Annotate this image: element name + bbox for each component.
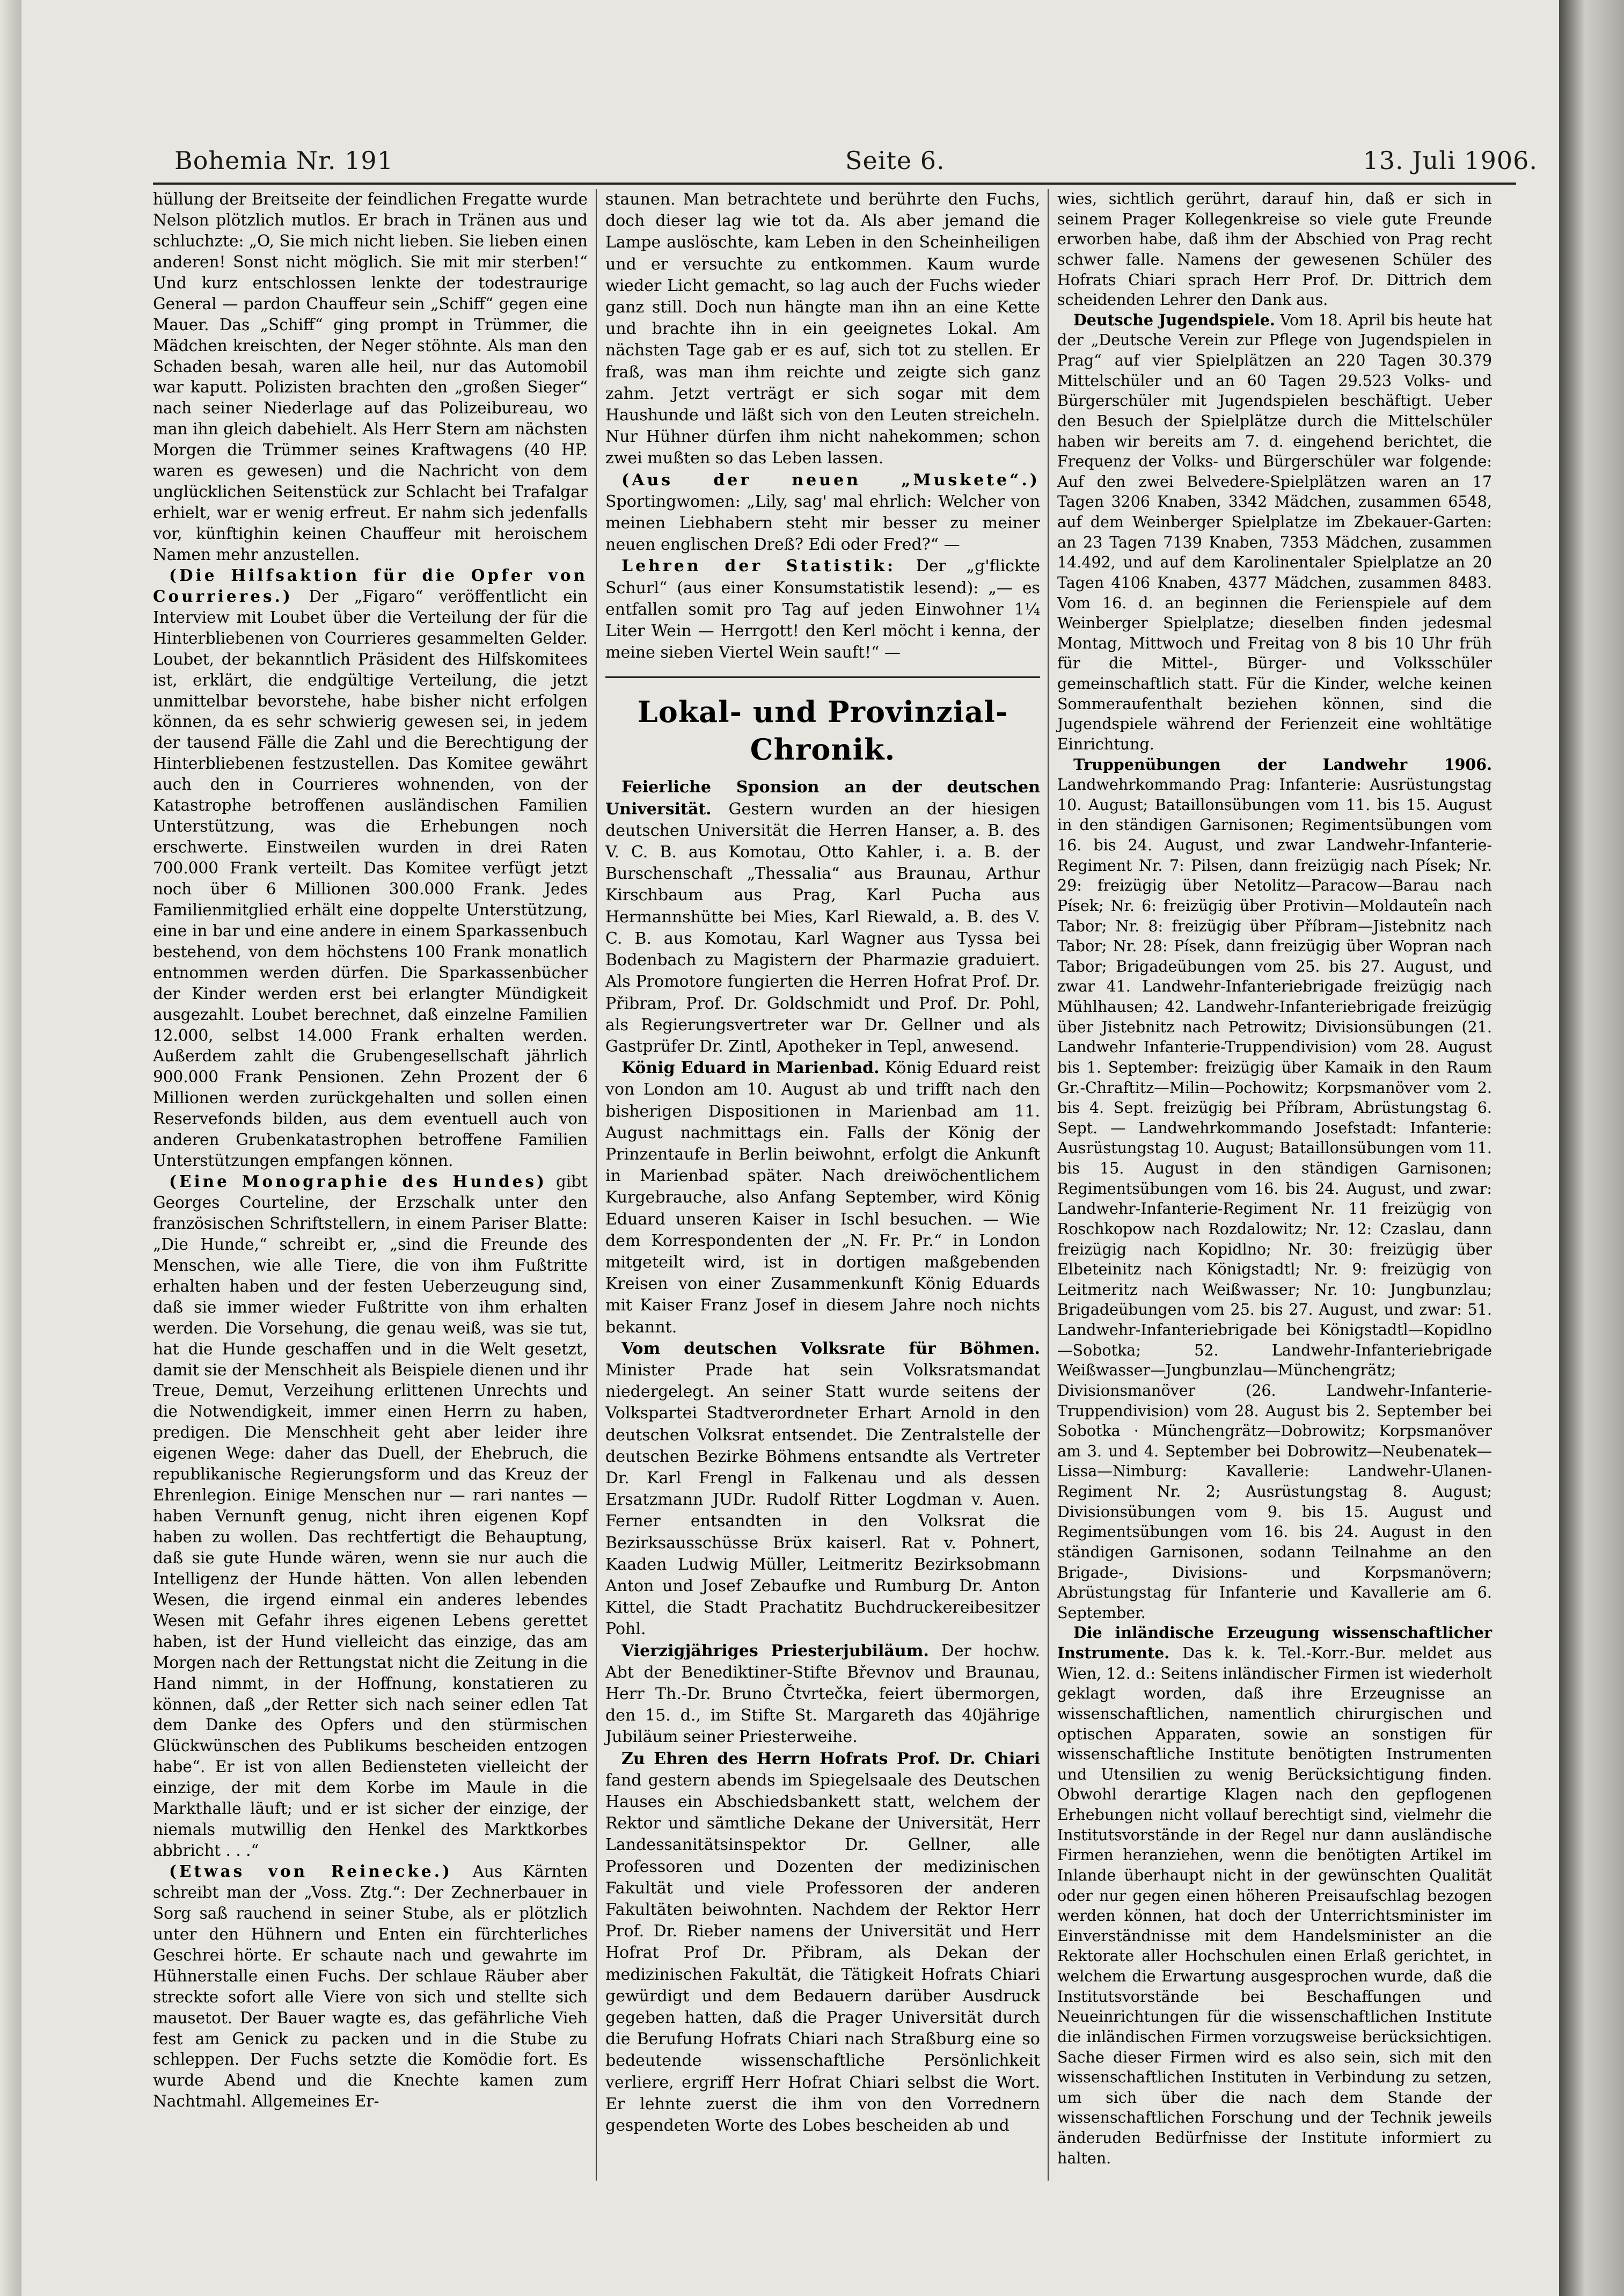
article-volksrat [605, 1338, 1040, 1641]
article-koenig-eduard [605, 1058, 1040, 1338]
article-muskete-body: Sportingwomen: „Lily, sag' mal ehrlich: Welcher von meinen Liebhabern steht mir besser zu meiner neuen englischen Dreß? Edi oder Fred?“ — [605, 492, 1040, 555]
article-truppenuebungen [1057, 755, 1492, 1623]
section-rule [605, 676, 1040, 678]
article-jugendspiele-heading: Deutsche Jugendspiele. [1073, 310, 1275, 329]
article-hunde-heading: (Eine Monographie des Hundes) [169, 1172, 547, 1191]
column-1 [153, 189, 588, 2112]
article-truppenuebungen-heading: Truppenübungen der Landwehr 1906. [1073, 755, 1492, 774]
header-page-number: Seite 6. [845, 146, 945, 175]
article-chiari [605, 1748, 1040, 2137]
article-koenig-eduard-body: König Eduard reist von London am 10. August ab und trifft nach den bisherigen Dispositionen in Marienbad am 11. August nachmittags ein. Falls der König der Prinzentaufe in Berlin beiwohnt, erfolgt die Ankunft in Marienbad später. Nach dreiwöchentlichem Kurgebrauche, also Anfang September, wird König Eduard unseren Kaiser in Ischl besuchen. — Wie dem Korrespondenten der „N. Fr. Pr.“ in London mitgeteilt wird, ist in dortigen maßgebenden Kreisen von einer Zusammenkunft König Eduards mit Kaiser Franz Josef in diesem Jahre noch nichts bekannt. [605, 1059, 1040, 1337]
article-chiari-body: fand gestern abends im Spiegelsaale des Deutschen Hauses ein Abschiedsbankett statt, welchem der Rektor und sämtliche Dekane der Universität, Herr Landessanitätsinspektor Dr. Gellner, alle Professoren und Dozenten der medizinischen Fakultät und viele Professoren der anderen Fakultäten beiwohnten. Nachdem der Rektor Herr Prof. Dr. Rieber namens der Universität und Herr Hofrat Prof Dr. Přibram, als Dekan der medizinischen Fakultät, die Tätigkeit Hofrats Chiari gewürdigt und dem Bedauern darüber Ausdruck gegeben hatten, daß die Prager Universität durch die Berufung Hofrats Chiari nach Straßburg eine so bedeutende wissenschaftliche Persönlichkeit verliere, ergriff Herr Hofrat Chiari selbst die Wort. Er lehnte zuerst die ihm von den Vorrednern gespendeten Worte des Lobes bescheiden ab und [605, 1770, 1040, 2135]
article-courrieres-body: Der „Figaro“ veröffentlicht ein Interview mit Loubet über die Verteilung der für die Hinterbliebenen von Courrieres gesammelten Gelder. Loubet, der bekanntlich Präsident des Hilfskomitees ist, erklärt, die endgültige Verteilung, die jetzt unmittelbar bevorstehe, habe bisher nicht erfolgen können, da es sehr schwierig gewesen sei, in jedem der tausend Fälle die Zahl und die Berechtigung der Hinterbliebenen festzustellen. Das Komitee gewährt auch den in Courrieres wohnenden, von der Katastrophe betroffenen ausländischen Familien Unterstützung, was die Erhebungen noch erschwerte. Einstweilen wurden in drei Raten 700.000 Frank verteilt. Das Komitee verfügt jetzt noch über 6 Millionen 300.000 Frank. Jedes Familienmitglied erhält eine doppelte Unterstützung, eine in bar und eine andere in einem Sparkassenbuch bestehend, von dem höchstens 100 Frank monatlich entnommen werden dürfen. Die Sparkassenbücher der Kinder werden erst bei erlangter Mündigkeit ausgezahlt. Loubet berechnet, daß einzelne Familien 12.000, selbst 14.000 Frank erhalten werden. Außerdem zahlt die Grubengesellschaft jährlich 900.000 Frank Pensionen. Zehn Prozent der 6 Millionen werden zurückgehalten und sollen einen Reservefonds bilden, aus dem eventuell auch von anderen Grubenkatastrophen betroffene Familien Unterstützungen empfangen können. [153, 587, 588, 1170]
article-sponsion [605, 777, 1040, 1058]
column-2 [605, 189, 1040, 2137]
article-courrieres [153, 565, 588, 1171]
article-koenig-eduard-heading: König Eduard in Marienbad. [621, 1059, 880, 1078]
scan-edge-right [1559, 0, 1624, 2296]
article-hunde-body: gibt Georges Courteline, der Erzschalk unter den französischen Schriftstellern, in einem Pariser Blatte: „Die Hunde,“ schreibt er, „sind die Freunde des Menschen, wie alle Tiere, die von ihm Fußtritte erhalten haben und der festen Ueberzeugung sind, daß sie immer wieder Fußtritte von ihm erhalten werden. Die Vorsehung, die genau weiß, was sie tut, hat die Hunde geschaffen und in die Welt gesetzt, damit sie der Menschheit als Beispiele dienen und ihr Treue, Demut, Verzeihung erlittenen Unrechts und die Notwendigkeit, immer einen Herrn zu haben, predigen. Die Menschheit geht aber leider ihre eigenen Wege: daher das Duell, der Ehebruch, die republikanische Regierungsform und das Kreuz der Ehrenlegion. Einige Menschen nur — rari nantes — haben Vernunft genug, nicht ihren eigenen Kopf haben zu wollen. Das rechtfertigt die Behauptung, daß sie gute Hunde wären, wenn sie nur auch die Intelligenz der Hunde hätten. Von allen lebenden Wesen, die irgend einmal ein anderes lebendes Wesen mit Gefahr ihres eigenen Lebens gerettet haben, ist der Hund vielleicht das einzige, das am Morgen nach der Rettungstat nicht die Zeitung in die Hand nimmt, in der Hoffnung, konstatieren zu können, daß „der Retter sich nach seiner edlen Tat dem Danke des Opfers und den stürmischen Glückwünschen des Publikums bescheiden entzogen habe“. Er ist von allen Bediensteten vielleicht der einzige, der mit dem Korbe im Maule in die Markthalle läuft; und er ist sicher der einzige, der niemals mutwillig den Henkel des Marktkorbes abbricht . . .“ [153, 1172, 588, 1860]
article-priesterjubilaeum [605, 1641, 1040, 1748]
column-divider-2 [1048, 189, 1049, 2181]
article-instrumente [1057, 1623, 1492, 2168]
article-courrieres-heading: (Die Hilfsaktion für die Opfer von Courrieres.) [153, 565, 588, 606]
article-statistik [605, 556, 1040, 664]
header-rule [153, 183, 1516, 185]
article-priesterjubilaeum-body: Der hochw. Abt der Benediktiner-Stifte Břevnov und Braunau, Herr Th.-Dr. Bruno Čtvrtečka, feiert übermorgen, den 15. d., im Stifte St. Margareth das 40jährige Jubiläum seiner Priesterweihe. [605, 1641, 1040, 1747]
header-masthead: Bohemia Nr. 191 [174, 146, 393, 175]
article-hunde [153, 1171, 588, 1861]
header-date: 13. Juli 1906. [1363, 146, 1538, 175]
column-3 [1057, 189, 1492, 2168]
article-instrumente-heading: Die inländische Erzeugung wissenschaftlicher Instrumente. [1057, 1623, 1492, 1662]
article-reinecke [153, 1861, 588, 2112]
article-statistik-heading: Lehren der Statistik: [621, 557, 896, 576]
article-sponsion-body: Gestern wurden an der hiesigen deutschen Universität die Herren Hanser, a. B. des V. C. B. aus Komotau, Otto Kahler, i. a. B. der Burschenschaft „Thessalia“ aus Braunau, Arthur Kirschbaum aus Prag, Karl Pucha aus Hermannshütte bei Mies, Karl Riewald, a. B. des V. C. B. aus Komotau, Karl Wagner aus Tyssa bei Bodenbach zu Magistern der Pharmazie graduiert. Als Promotore fungierten die Herren Hofrat Prof. Dr. Přibram, Prof. Dr. Goldschmidt und Prof. Dr. Pohl, als Regierungsvertreter war Dr. Gellner und als Gastprüfer Dr. Zintl, Apotheker in Tepl, anwesend. [605, 799, 1040, 1056]
article-reinecke-heading: (Etwas von Reinecke.) [169, 1862, 452, 1880]
article-muskete [605, 470, 1040, 556]
article-truppenuebungen-body: Landwehrkommando Prag: Infanterie: Ausrüstungstag 10. August; Bataillonsübungen vom 11. bis 15. August in den ständigen Garnisonen; Regimentsübungen vom 16. bis 24. August, und zwar Landwehr-Infanterie-Regiment Nr. 7: Pilsen, dann freizügig nach Písek; Nr. 29: freizügig über Netolitz—Paracow—Barau nach Písek; Nr. 6: freizügig über Protivin—Moldauteîn nach Tabor; Nr. 8: freizügig über Příbram—Jistebnitz nach Tabor; Nr. 28: Písek, dann freizügig über Wopran nach Tabor; Brigadeübungen vom 25. bis 27. August, und zwar 41. Landwehr-Infanteriebrigade freizügig nach Mühlhausen; 42. Landwehr-Infanteriebrigade freizügig über Jistebnitz nach Petrowitz; Divisionsübungen (21. Landwehr Infanterie-Truppendivision) vom 28. August bis 1. September: freizügig über Kamaik in den Raum Gr.-Chraftitz—Milin—Pochowitz; Korpsmanöver vom 2. bis 4. Sept. freizügig bei Příbram, Abrüstungstag 6. Sept. — Landwehrkommando Josefstadt: Infanterie: Ausrüstungstag 10. August; Bataillonsübungen vom 11. bis 15. August in den ständigen Garnisonen; Regimentsübungen vom 16. bis 24. August, und zwar: Landwehr-Infanterie-Regiment Nr. 11 freizügig von Roschkopow nach Rozdalowitz; Nr. 12: Czaslau, dann freizügig nach Kopidlno; Nr. 30: freizügig über Elbeteinitz nach Königstadtl; Nr. 9: freizügig von Leitmeritz nach Weißwasser; Nr. 10: Jungbunzlau; Brigadeübungen vom 25. bis 27. August, und zwar: 51. Landwehr-Infanteriebrigade bei Königstadtl—Kopidlno—Sobotka; 52. Landwehr-Infanteriebrigade Weißwasser—Jungbunzlau—Münchengrätz; Divisionsmanöver (26. Landwehr-Infanterie-Truppendivision) vom 28. August bis 2. September bei Sobotka · Münchengrätz—Dobrowitz; Korpsmanöver am 3. und 4. September bei Dobrowitz—Neubenatek—Lissa—Nimburg: Kavallerie: Landwehr-Ulanen-Regiment Nr. 2; Ausrüstungstag 8. August; Divisionsübungen vom 9. bis 15. August und Regimentsübungen vom 16. bis 24. August in den ständigen Garnisonen, sodann Teilnahme an den Brigade-, Divisions- und Korpsmanövern; Abrüstungstag für Infanterie und Kavallerie am 6. September. [1057, 776, 1492, 1622]
article-muskete-heading: (Aus der neuen „Muskete“.) [621, 470, 1040, 490]
article-reinecke-body: Aus Kärnten schreibt man der „Voss. Ztg.“: Der Zechnerbauer in Sorg saß rauchend in seiner Stube, als er plötzlich unter den Hühnern und Enten ein fürchterliches Geschrei hörte. Er schaute nach und gewahrte im Hühnerstalle einen Fuchs. Der schlaue Räuber aber streckte sofort alle Viere von sich und stellte sich mausetot. Der Bauer wagte es, das gefährliche Vieh fest am Genick zu packen und in die Stube zu schleppen. Der Fuchs setzte die Komödie fort. Es wurde Abend und die Knechte kamen zum Nachtmahl. Allgemeines Er- [153, 1862, 588, 2111]
page-header [174, 146, 1538, 184]
article-chiari-heading: Zu Ehren des Herrn Hofrats Prof. Dr. Chiari [621, 1749, 1040, 1768]
section-title-chronik: Lokal- und Provinzial-Chronik. [637, 695, 1008, 767]
article-sponsion-heading: Feierliche Sponsion an der deutschen Universität. [605, 778, 1040, 819]
article-instrumente-body: Das k. k. Tel.-Korr.-Bur. meldet aus Wien, 12. d.: Seitens inländischer Firmen ist wiederholt geklagt worden, daß ihre Erzeugnisse an wissenschaftlichen, namentlich chirurgischen und optischen Apparaten, sowie an sonstigen für wissenschaftliche Institute benötigten Instrumenten und Utensilien zu wenig Berücksichtigung finden. Obwohl derartige Klagen nach den gepflogenen Erhebungen nicht vollauf berechtigt sind, vielmehr die Institutsvorstände in der Regel nur dann ausländische Firmen heranziehen, wenn die benötigten Artikel im Inlande überhaupt nicht in der gewünschten Qualität oder nur gegen einen höheren Preisaufschlag bezogen werden können, hat doch der Unterrichtsminister im Einverständnisse mit dem Handelsminister an die Rektorate aller Hochschulen einen Erlaß gerichtet, in welchem die Erwartung ausgesprochen wurde, daß die Institutsvorstände bei Beschaffungen und Neueinrichtungen für die wissenschaftlichen Institute die inländischen Firmen vorzugsweise berücksichtigen. Sache dieser Firmen wird es also sein, sich mit den wissenschaftlichen Instituten in Verbindung zu setzen, um sich über die nach dem Stande der wissenschaftlichen Forschung und der Technik jeweils änderuden Bedürfnisse der Institute informiert zu halten. [1057, 1644, 1492, 2167]
article-reinecke-continued: staunen. Man betrachtete und berührte den Fuchs, doch dieser lag wie tot da. Als aber jemand die Lampe auslöschte, kam Leben in den Scheinheiligen und er versuchte zu entkommen. Kaum wurde wieder Licht gemacht, so lag auch der Fuchs wieder ganz still. Doch nun hängte man ihn an eine Kette und brachte ihn in ein geeignetes Lokal. Am nächsten Tage gab er es auf, sich tot zu stellen. Er fraß, was man ihm reichte und zeigte sich ganz zahm. Jetzt verträgt er sich sogar mit dem Haushunde und läßt sich von den Leuten streicheln. Nur Hühner dürfen ihm nicht nahekommen; schon zwei mußten so das Leben lassen. [605, 190, 1040, 468]
article-chiari-continued: wies, sichtlich gerührt, darauf hin, daß er sich in seinem Prager Kollegenkreise so viele gute Freunde erworben habe, daß ihm der Abschied von Prag recht schwer falle. Namens der gewesenen Schüler des Hofrats Chiari sprach Herr Prof. Dr. Dittrich dem scheidenden Lehrer den Dank aus. [1057, 190, 1492, 309]
article-statistik-body: Der „g'flickte Schurl“ (aus einer Konsumstatistik lesend): „— es entfallen somit pro Tag auf jeden Einwohner 1¼ Liter Wein — Herrgott! den Kerl möcht i kenna, der meine sieben Viertel Wein sauft!“ — [605, 557, 1040, 662]
article-jugendspiele-body: Vom 18. April bis heute hat der „Deutsche Verein zur Pflege von Jugendspielen in Prag“ auf vier Spielplätzen an 220 Tagen 30.379 Mittelschüler und an 60 Tagen 29.523 Volks- und Bürgerschüler mit Jugendspielen beschäftigt. Ueber den Besuch der Spielplätze durch die Mittelschüler haben wir bereits am 7. d. eingehend berichtet, die Frequenz der Volks- und Bürgerschüler war folgende: Auf den zwei Belvedere-Spielplätzen waren an 17 Tagen 3206 Knaben, 3342 Mädchen, zusammen 6548, auf dem Weinberger Spielplatze im Zbekauer-Garten: an 23 Tagen 7139 Knaben, 7353 Mädchen, zusammen 14.492, und auf dem Karolinentaler Spielplatze an 20 Tagen 4106 Knaben, 4377 Mädchen, zusammen 8483. Vom 16. d. an beginnen die Ferienspiele auf dem Weinberger Spielplatze; dieselben finden jedesmal Montag, Mittwoch und Freitag von 8 bis 10 Uhr früh für die Mittel-, Bürger- und Volksschüler gemeinschaftlich statt. Für die Kinder, welche keinen Sommeraufenthalt beziehen können, sind die Jugendspiele während der Ferienzeit eine wohltätige Einrichtung. [1057, 311, 1493, 753]
column-divider-1 [596, 189, 597, 2181]
scan-edge-left [0, 0, 21, 2296]
article-volksrat-heading: Vom deutschen Volksrate für Böhmen. [621, 1339, 1040, 1358]
article-priesterjubilaeum-heading: Vierzigjähriges Priesterjubiläum. [621, 1641, 929, 1660]
article-jugendspiele [1057, 310, 1492, 755]
article-nelson-continued: hüllung der Breitseite der feindlichen Fregatte wurde Nelson plötzlich mutlos. Er brach in Tränen aus und schluchzte: „O, Sie mich nicht lieben. Sie lieben einen anderen! Sonst nicht möglich. Sie mit mir sterben!“ Und kurz entschlossen lenkte der todestraurige General — pardon Chauffeur sein „Schiff“ gegen eine Mauer. Das „Schiff“ ging prompt in Trümmer, die Mädchen kreischten, der Neger stöhnte. Als man den Schaden besah, waren alle heil, nur das Automobil war kaputt. Polizisten brachten den „großen Sieger“ nach seiner Niederlage auf das Polizeibureau, wo man ihn gleich dabehielt. Als Herr Stern am nächsten Morgen die Trümmer seines Kraftwagens (40 HP. waren es gewesen) und die Nachricht von dem unglücklichen Seitenstück zur Schlacht bei Trafalgar erhielt, war er wenig erfreut. Er nahm sich jedenfalls vor, künftighin keinen Chauffeur mit heroischem Namen mehr anzustellen. [153, 190, 588, 564]
article-volksrat-body: Minister Prade hat sein Volksratsmandat niedergelegt. An seiner Statt wurde seitens der Volkspartei Stadtverordneter Erhart Arnold in den deutschen Volksrat entsendet. Die Zentralstelle der deutschen Bezirke Böhmens entsandte als Vertreter Dr. Karl Frengl in Falkenau und als dessen Ersatzmann JUDr. Rudolf Ritter Logdman v. Auen. Ferner entsandten in den Volksrat die Bezirksausschüsse Brüx kaiserl. Rat v. Pohnert, Kaaden Ludwig Müller, Leitmeritz Bezirksobmann Anton und Josef Zebaufke und Rumburg Dr. Anton Kittel, die Stadt Prachatitz Buchdruckereibesitzer Pohl. [605, 1360, 1040, 1639]
